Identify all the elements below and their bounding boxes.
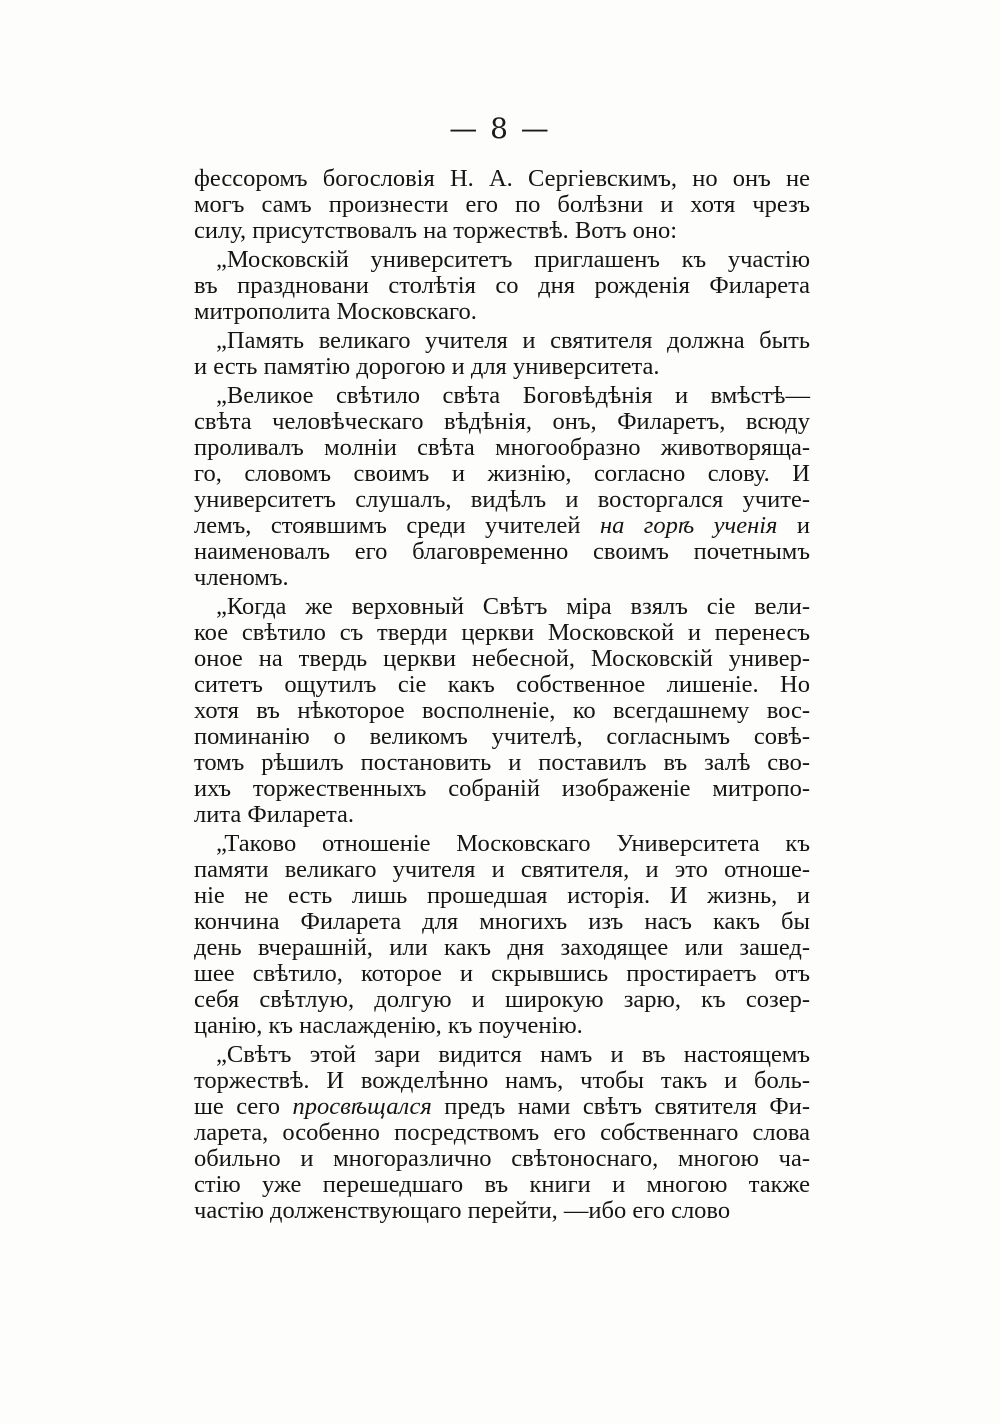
text-line: день вчерашній, или какъ дня заходящее или зашед- (194, 934, 810, 961)
paragraph (194, 328, 810, 380)
paragraph (194, 831, 810, 1039)
italic-phrase: на горѣ ученія (599, 512, 778, 539)
text-line: хотя въ нѣкоторое восполненіе, ко всегдашнему вос- (194, 697, 810, 724)
text-line: „Московскій университетъ приглашенъ къ участію (216, 246, 810, 273)
text-line: силу, присутствовалъ на торжествѣ. Вотъ оно: (194, 217, 678, 244)
text-line: ніе не есть лишь прошедшая исторія. И жизнь, и (194, 882, 810, 909)
text-line: частію долженствующаго перейти, —ибо его слово (194, 1197, 731, 1224)
text-line: „Таково отношеніе Московскаго Университета къ (216, 830, 810, 857)
body-text (194, 166, 810, 1227)
text-line: „Когда же верховный Свѣтъ міра взялъ сіе вели- (216, 593, 810, 620)
text-line: и есть памятію дорогою и для университета. (194, 353, 660, 380)
text-line: фессоромъ богословія Н. А. Сергіевскимъ, но онъ не (194, 165, 810, 192)
text-line: стію уже перешедшаго въ книги и многою также (194, 1171, 810, 1198)
italic-phrase: просвѣщался (292, 1093, 432, 1120)
text-line: шее свѣтило, которое и скрывшись простираетъ отъ (194, 960, 810, 987)
paragraph (194, 247, 810, 325)
text-line: кончина Филарета для многихъ изъ насъ какъ бы (194, 908, 810, 935)
text-line: памяти великаго учителя и святителя, и это отноше- (194, 856, 810, 883)
text-line: членомъ. (194, 564, 289, 591)
text-line: оное на твердь церкви небесной, Московскій универ- (194, 645, 810, 672)
text-line: ше сего просвѣщался предъ нами свѣтъ святителя Фи- (194, 1093, 810, 1120)
text-line: поминанію о великомъ учителѣ, согласнымъ совѣ- (194, 723, 810, 750)
text-line: томъ рѣшилъ постановить и поставилъ въ залѣ сво- (194, 749, 810, 776)
page-number: — 8 — (449, 112, 551, 145)
paragraph (194, 383, 810, 591)
text-line: могъ самъ произнести его по болѣзни и хотя чрезъ (194, 191, 810, 218)
text-line: ихъ торжественныхъ собраній изображеніе митропо- (194, 775, 810, 802)
paragraph (194, 166, 810, 244)
text-line: „Великое свѣтило свѣта Боговѣдѣнія и вмѣстѣ— (216, 382, 810, 409)
text-line: себя свѣтлую, долгую и широкую зарю, къ созер- (194, 986, 810, 1013)
text-line: лита Филарета. (194, 801, 355, 828)
text-line: цанію, къ наслажденію, къ поученію. (194, 1012, 583, 1039)
text-line: свѣта человѣческаго вѣдѣнія, онъ, Филаретъ, всюду (194, 408, 810, 435)
text-line: ларета, особенно посредствомъ его собственнаго слова (194, 1119, 810, 1146)
text-line: обильно и многоразлично свѣтоноснаго, многою ча- (194, 1145, 810, 1172)
text-line: торжествѣ. И вожделѣнно намъ, чтобы такъ и боль- (194, 1067, 810, 1094)
text-line: въ праздновани столѣтія со дня рожденія Филарета (194, 272, 810, 299)
text-line: митрополита Московскаго. (194, 298, 477, 325)
text-line: го, словомъ своимъ и жизнію, согласно слову. И (194, 460, 810, 487)
paragraph (194, 594, 810, 828)
text-line: „Память великаго учителя и святителя должна быть (216, 327, 810, 354)
text-line: наименовалъ его благовременно своимъ почетнымъ (194, 538, 810, 565)
text-line: ситетъ ощутилъ сіе какъ собственное лишеніе. Но (194, 671, 810, 698)
paragraph (194, 1042, 810, 1224)
text-line: проливалъ молніи свѣта многообразно животворяща- (194, 434, 810, 461)
text-line: кое свѣтило съ тверди церкви Московской и перенесъ (194, 619, 810, 646)
text-line: „Свѣтъ этой зари видится намъ и въ настоящемъ (216, 1041, 810, 1068)
text-line: лемъ, стоявшимъ среди учителей на горѣ ученія и (194, 512, 810, 539)
text-line: университетъ слушалъ, видѣлъ и восторгался учите- (194, 486, 810, 513)
